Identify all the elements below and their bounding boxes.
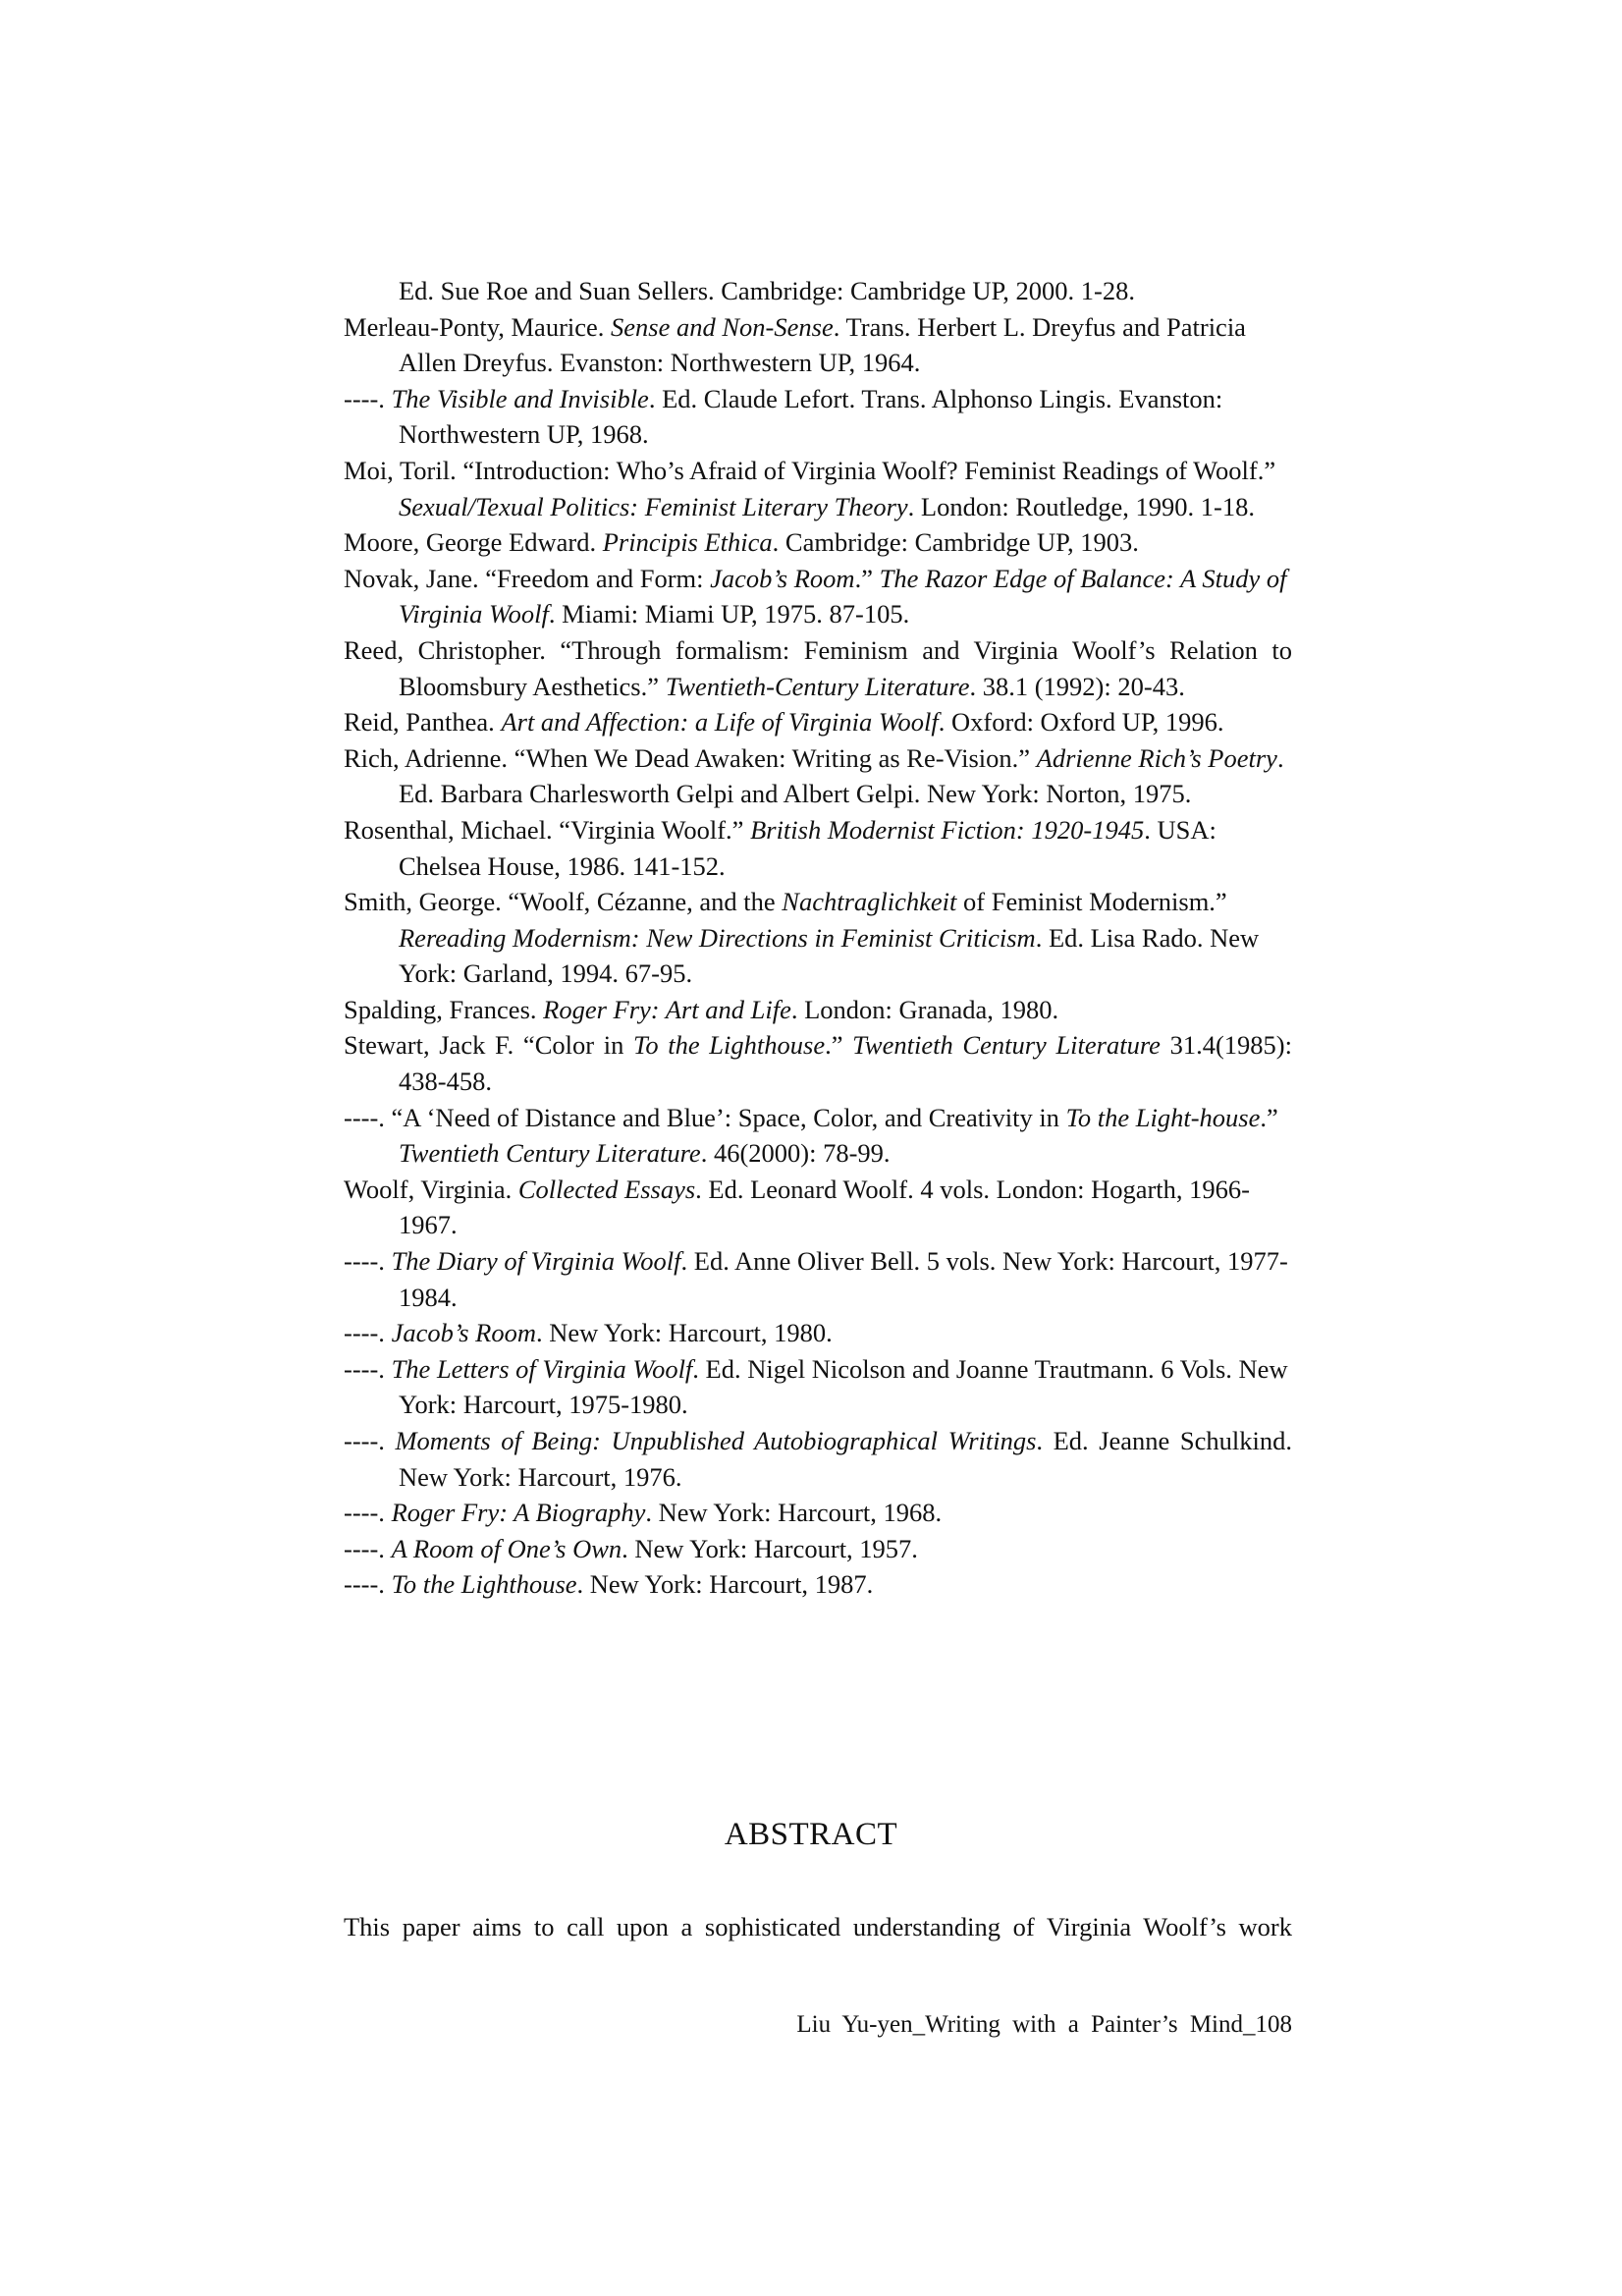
reference-title-italic: Rereading Modernism: New Directions in Feminist Criticism: [399, 922, 1036, 953]
reference-title-italic: Moments of Being: Unpublished Autobiographical Writings: [395, 1426, 1037, 1455]
reference-entry: [344, 309, 1292, 381]
reference-title-italic: A Room of One’s Own: [391, 1533, 622, 1563]
reference-text: ----.: [344, 383, 392, 413]
reference-text: Moore, George Edward.: [344, 527, 603, 558]
reference-text: ----.: [344, 1569, 392, 1600]
reference-text: . Ed. Jeanne Schulkind. New York: Harcourt, 1976.: [399, 1426, 1292, 1492]
reference-text: Rosenthal, Michael. “Virginia Woolf.”: [344, 814, 751, 845]
reference-entry: [344, 704, 1292, 740]
reference-entry: [344, 524, 1292, 561]
reference-text: . New York: Harcourt, 1980.: [536, 1318, 833, 1348]
reference-text: Reid, Panthea.: [344, 707, 502, 738]
reference-text: . New York: Harcourt, 1957.: [622, 1533, 918, 1563]
reference-text: . New York: Harcourt, 1968.: [645, 1498, 943, 1528]
reference-entry: [344, 1566, 1292, 1603]
reference-text: . Miami: Miami UP, 1975. 87-105.: [548, 599, 910, 629]
reference-text: Smith, George. “Woolf, Cézanne, and the: [344, 887, 783, 917]
reference-entry: [344, 1423, 1292, 1495]
reference-text: . Trans. Herbert L. Dreyfus and Patricia Allen Dreyfus. Evanston: Northwestern UP, 1964.: [399, 311, 1246, 378]
reference-title-italic: Jacob’s Room: [710, 563, 855, 593]
reference-title-italic: To the Light-house: [1065, 1102, 1261, 1132]
reference-text: Spalding, Frances.: [344, 994, 544, 1024]
reference-entry: [344, 740, 1292, 812]
reference-entry: [344, 992, 1292, 1028]
reference-text: ----.: [344, 1498, 392, 1528]
reference-title-italic: To the Lighthouse: [391, 1569, 577, 1600]
reference-text: . Ed. Anne Oliver Bell. 5 vols. New York: Harcourt, 1977-1984.: [399, 1246, 1288, 1312]
reference-text: Merleau-Ponty, Maurice.: [344, 311, 612, 342]
reference-title-italic: Collected Essays: [517, 1174, 696, 1204]
reference-text: . 46(2000): 78-99.: [700, 1138, 891, 1169]
reference-text: . USA: Chelsea House, 1986. 141-152.: [399, 814, 1216, 881]
reference-title-italic: Adrienne Rich’s Poetry: [1036, 742, 1277, 773]
reference-entry: [344, 453, 1292, 524]
reference-text: .”: [825, 1030, 853, 1061]
reference-text: . Oxford: Oxford UP, 1996.: [938, 707, 1224, 738]
reference-text: .”: [1260, 1102, 1278, 1132]
reference-text: . New York: Harcourt, 1987.: [576, 1569, 874, 1600]
reference-title-italic: The Razor Edge of Balance: A Study of Virginia Woolf: [399, 563, 1287, 629]
reference-entry: [344, 1027, 1292, 1099]
reference-text: ----.: [344, 1318, 392, 1348]
reference-entry: [344, 1172, 1292, 1243]
reference-entry: [344, 1100, 1292, 1172]
reference-entry: [344, 812, 1292, 884]
reference-text: . Ed. Claude Lefort. Trans. Alphonso Lingis. Evanston: Northwestern UP, 1968.: [399, 383, 1223, 450]
reference-title-italic: Twentieth Century Literature: [399, 1138, 701, 1169]
reference-entry: [344, 561, 1292, 632]
reference-title-italic: Twentieth-Century Literature: [665, 671, 970, 701]
reference-title-italic: Sense and Non-Sense: [611, 311, 834, 342]
reference-text: Stewart, Jack F. “Color in: [344, 1030, 634, 1061]
reference-text: ----.: [344, 1426, 396, 1455]
reference-text: Ed. Sue Roe and Suan Sellers. Cambridge: Cambridge UP, 2000. 1-28.: [399, 276, 1136, 305]
reference-title-italic: Roger Fry: A Biography: [391, 1498, 646, 1528]
reference-text: . London: Granada, 1980.: [790, 994, 1059, 1024]
reference-text: . 38.1 (1992): 20-43.: [969, 671, 1185, 701]
works-cited-list: [344, 273, 1292, 1603]
reference-title-italic: The Diary of Virginia Woolf: [391, 1246, 681, 1277]
reference-text: .”: [854, 563, 880, 593]
reference-text: . Cambridge: Cambridge UP, 1903.: [772, 527, 1139, 558]
reference-entry: [344, 1243, 1292, 1315]
reference-text: Woolf, Virginia.: [344, 1174, 518, 1204]
running-footer: Liu Yu-yen_Writing with a Painter’s Mind_108: [796, 2011, 1292, 2038]
reference-entry: [344, 1495, 1292, 1531]
reference-text: Rich, Adrienne. “When We Dead Awaken: Writing as Re-Vision.”: [344, 742, 1037, 773]
reference-text: . Ed. Nigel Nicolson and Joanne Trautmann. 6 Vols. New York: Harcourt, 1975-1980.: [399, 1353, 1288, 1420]
reference-text: ----. “A ‘Need of Distance and Blue’: Space, Color, and Creativity in: [344, 1102, 1066, 1132]
reference-entry: [344, 381, 1292, 453]
reference-entry: [344, 1315, 1292, 1351]
reference-title-italic: The Letters of Virginia Woolf: [391, 1353, 693, 1384]
reference-text: ----.: [344, 1246, 392, 1277]
reference-text: Moi, Toril. “Introduction: Who’s Afraid of Virginia Woolf? Feminist Readings of Woolf.”: [344, 455, 1276, 485]
reference-title-italic: Sexual/Texual Politics: Feminist Literary Theory: [399, 491, 908, 521]
reference-text: . Ed. Leonard Woolf. 4 vols. London: Hogarth, 1966-1967.: [399, 1174, 1250, 1240]
reference-text: . Ed. Lisa Rado. New York: Garland, 1994. 67-95.: [399, 922, 1260, 989]
reference-title-italic: Principis Ethica: [602, 527, 773, 558]
abstract-first-line: This paper aims to call upon a sophisticated understanding of Virginia Woolf’s work: [344, 1912, 1292, 1941]
reference-title-italic: To the Lighthouse: [633, 1030, 826, 1061]
reference-title-italic: Jacob’s Room: [391, 1318, 537, 1348]
reference-title-italic: Roger Fry: Art and Life: [543, 994, 791, 1024]
reference-text: Reed, Christopher. “Through formalism: Feminism and Virginia Woolf’s Relation to Bloomsbury Aesthetics.”: [344, 634, 1292, 701]
reference-text: . London: Routledge, 1990. 1-18.: [907, 491, 1255, 521]
reference-text: . Ed. Barbara Charlesworth Gelpi and Albert Gelpi. New York: Norton, 1975.: [399, 742, 1284, 809]
reference-title-italic: The Visible and Invisible: [391, 383, 649, 413]
reference-text: Novak, Jane. “Freedom and Form:: [344, 563, 711, 593]
reference-entry: [344, 273, 1292, 309]
abstract-heading: ABSTRACT: [724, 1817, 898, 1852]
reference-title-italic: Nachtraglichkeit: [782, 887, 957, 917]
reference-entry: [344, 1531, 1292, 1567]
reference-text: of Feminist Modernism.”: [956, 887, 1227, 917]
reference-entry: [344, 1351, 1292, 1423]
reference-entry: [344, 884, 1292, 992]
reference-title-italic: British Modernist Fiction: 1920-1945: [750, 814, 1145, 845]
reference-text: 31.4(1985): 438-458.: [399, 1030, 1292, 1097]
reference-text: ----.: [344, 1533, 392, 1563]
reference-title-italic: Art and Affection: a Life of Virginia Woolf: [501, 707, 939, 738]
reference-title-italic: Twentieth Century Literature: [852, 1030, 1161, 1061]
reference-entry: [344, 632, 1292, 704]
reference-text: ----.: [344, 1353, 392, 1384]
